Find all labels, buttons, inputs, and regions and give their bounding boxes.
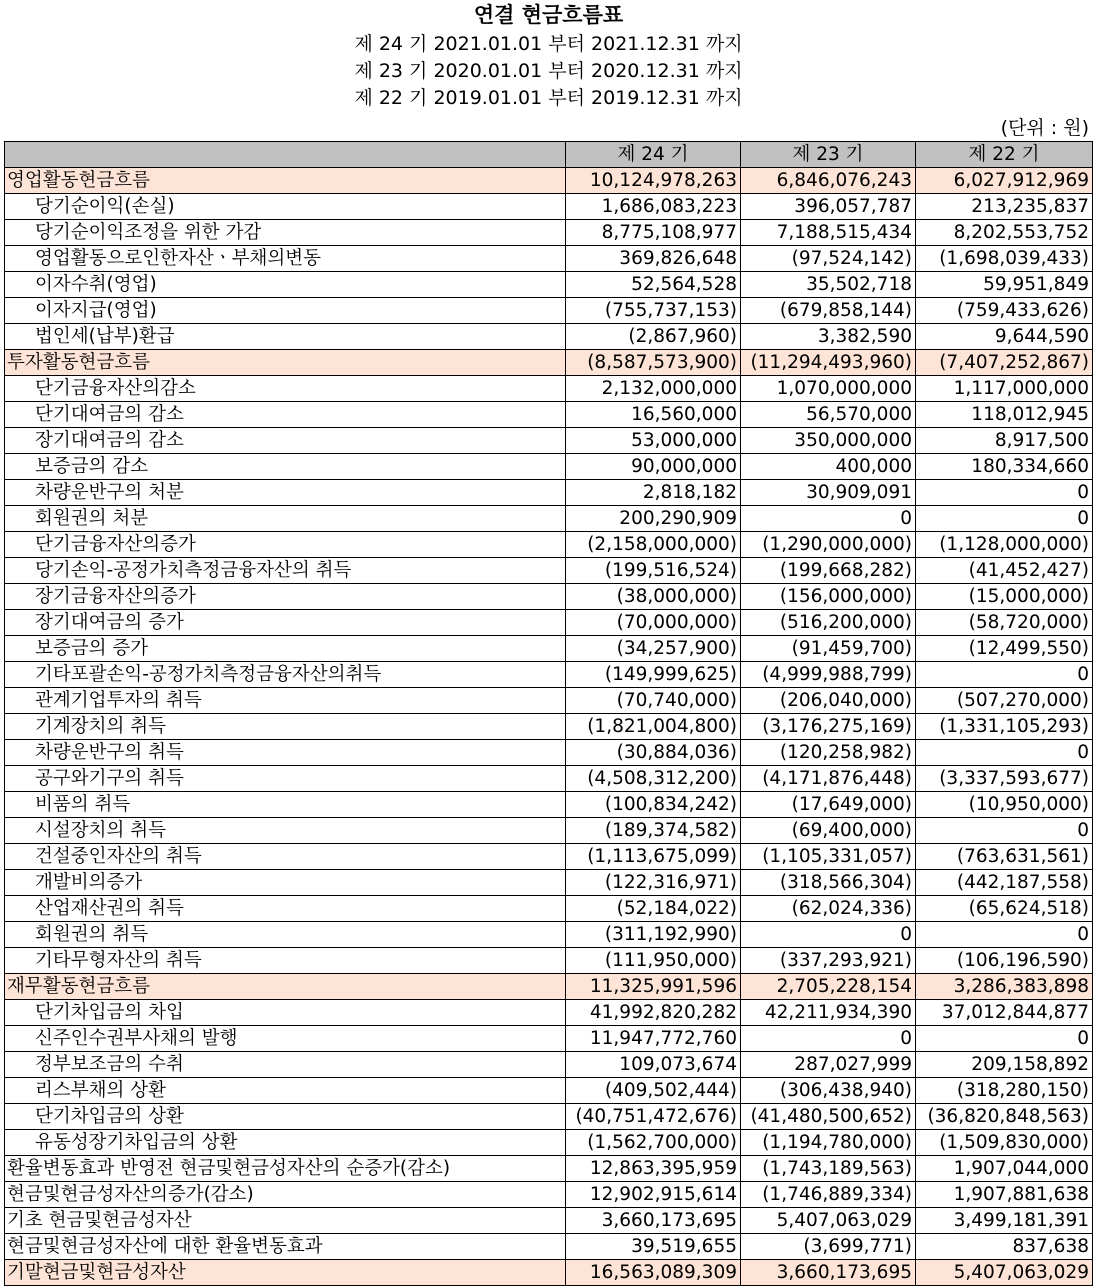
- value-cell: 30,909,091: [741, 480, 916, 506]
- row-label: 기계장치의 취득: [5, 714, 566, 740]
- value-cell: 1,117,000,000: [916, 376, 1093, 402]
- row-label: 회원권의 취득: [5, 922, 566, 948]
- value-cell: 12,863,395,959: [566, 1156, 741, 1182]
- value-cell: 39,519,655: [566, 1234, 741, 1260]
- table-row: [5, 220, 1093, 246]
- value-cell: 0: [916, 480, 1093, 506]
- value-cell: 10,124,978,263: [566, 168, 741, 194]
- value-cell: (30,884,036): [566, 740, 741, 766]
- value-cell: (679,858,144): [741, 298, 916, 324]
- row-label: 이자지급(영업): [5, 298, 566, 324]
- row-label: 법인세(납부)환급: [5, 324, 566, 350]
- unit-label: (단위 : 원): [1000, 117, 1089, 139]
- value-cell: 109,073,674: [566, 1052, 741, 1078]
- value-cell: 1,070,000,000: [741, 376, 916, 402]
- table-row: [5, 1000, 1093, 1026]
- section-total-row: [5, 168, 1093, 194]
- header-period-24: 제 24 기: [566, 142, 741, 168]
- table-row: [5, 662, 1093, 688]
- row-label: 산업재산권의 취득: [5, 896, 566, 922]
- row-label: 당기순이익(손실): [5, 194, 566, 220]
- value-cell: (120,258,982): [741, 740, 916, 766]
- value-cell: 2,818,182: [566, 480, 741, 506]
- value-cell: 53,000,000: [566, 428, 741, 454]
- value-cell: 90,000,000: [566, 454, 741, 480]
- row-label: 개발비의증가: [5, 870, 566, 896]
- row-label: 차량운반구의 처분: [5, 480, 566, 506]
- value-cell: (1,331,105,293): [916, 714, 1093, 740]
- value-cell: (1,509,830,000): [916, 1130, 1093, 1156]
- value-cell: (337,293,921): [741, 948, 916, 974]
- table-header-row: [5, 142, 1093, 168]
- value-cell: (17,649,000): [741, 792, 916, 818]
- value-cell: 52,564,528: [566, 272, 741, 298]
- value-cell: 8,202,553,752: [916, 220, 1093, 246]
- value-cell: 0: [916, 818, 1093, 844]
- value-cell: 7,188,515,434: [741, 220, 916, 246]
- row-label: 영업활동으로인한자산ㆍ부채의변동: [5, 246, 566, 272]
- value-cell: 180,334,660: [916, 454, 1093, 480]
- value-cell: 5,407,063,029: [916, 1260, 1093, 1286]
- row-label: 기타무형자산의 취득: [5, 948, 566, 974]
- value-cell: 6,027,912,969: [916, 168, 1093, 194]
- table-row: [5, 714, 1093, 740]
- value-cell: 12,902,915,614: [566, 1182, 741, 1208]
- value-cell: 6,846,076,243: [741, 168, 916, 194]
- value-cell: (1,746,889,334): [741, 1182, 916, 1208]
- row-label: 기초 현금및현금성자산: [5, 1208, 566, 1234]
- row-label: 차량운반구의 취득: [5, 740, 566, 766]
- value-cell: (206,040,000): [741, 688, 916, 714]
- row-label: 공구와기구의 취득: [5, 766, 566, 792]
- value-cell: 2,705,228,154: [741, 974, 916, 1000]
- value-cell: 0: [916, 740, 1093, 766]
- value-cell: (311,192,990): [566, 922, 741, 948]
- table-row: [5, 454, 1093, 480]
- value-cell: (69,400,000): [741, 818, 916, 844]
- document-title: 연결 현금흐름표: [473, 3, 624, 27]
- table-row: [5, 1182, 1093, 1208]
- row-label: 시설장치의 취득: [5, 818, 566, 844]
- value-cell: (199,516,524): [566, 558, 741, 584]
- header-period-23: 제 23 기: [741, 142, 916, 168]
- value-cell: (306,438,940): [741, 1078, 916, 1104]
- table-row: [5, 376, 1093, 402]
- value-cell: (189,374,582): [566, 818, 741, 844]
- value-cell: (34,257,900): [566, 636, 741, 662]
- value-cell: (1,290,000,000): [741, 532, 916, 558]
- value-cell: 3,660,173,695: [566, 1208, 741, 1234]
- value-cell: 0: [741, 506, 916, 532]
- value-cell: (1,194,780,000): [741, 1130, 916, 1156]
- value-cell: 8,775,108,977: [566, 220, 741, 246]
- row-label: 이자수취(영업): [5, 272, 566, 298]
- table-row: [5, 688, 1093, 714]
- value-cell: (41,452,427): [916, 558, 1093, 584]
- value-cell: 0: [741, 922, 916, 948]
- table-row: [5, 298, 1093, 324]
- row-label: 회원권의 처분: [5, 506, 566, 532]
- table-row: [5, 428, 1093, 454]
- value-cell: (38,000,000): [566, 584, 741, 610]
- row-label: 단기금융자산의감소: [5, 376, 566, 402]
- row-label: 단기차입금의 상환: [5, 1104, 566, 1130]
- section-total-row: [5, 1260, 1093, 1286]
- table-row: [5, 480, 1093, 506]
- table-row: [5, 870, 1093, 896]
- value-cell: (199,668,282): [741, 558, 916, 584]
- value-cell: 837,638: [916, 1234, 1093, 1260]
- value-cell: 369,826,648: [566, 246, 741, 272]
- value-cell: 1,907,881,638: [916, 1182, 1093, 1208]
- row-label: 투자활동현금흐름: [5, 350, 566, 376]
- table-row: [5, 272, 1093, 298]
- row-label: 재무활동현금흐름: [5, 974, 566, 1000]
- value-cell: 3,499,181,391: [916, 1208, 1093, 1234]
- header-period-22: 제 22 기: [916, 142, 1093, 168]
- value-cell: (62,024,336): [741, 896, 916, 922]
- value-cell: 1,907,044,000: [916, 1156, 1093, 1182]
- value-cell: 3,286,383,898: [916, 974, 1093, 1000]
- value-cell: (149,999,625): [566, 662, 741, 688]
- value-cell: (65,624,518): [916, 896, 1093, 922]
- value-cell: (97,524,142): [741, 246, 916, 272]
- value-cell: 0: [916, 506, 1093, 532]
- value-cell: (40,751,472,676): [566, 1104, 741, 1130]
- table-row: [5, 922, 1093, 948]
- value-cell: 9,644,590: [916, 324, 1093, 350]
- value-cell: (1,113,675,099): [566, 844, 741, 870]
- row-label: 건설중인자산의 취득: [5, 844, 566, 870]
- value-cell: 2,132,000,000: [566, 376, 741, 402]
- row-label: 당기순이익조정을 위한 가감: [5, 220, 566, 246]
- value-cell: (106,196,590): [916, 948, 1093, 974]
- table-row: [5, 1104, 1093, 1130]
- value-cell: (122,316,971): [566, 870, 741, 896]
- value-cell: 37,012,844,877: [916, 1000, 1093, 1026]
- table-row: [5, 636, 1093, 662]
- value-cell: 11,325,991,596: [566, 974, 741, 1000]
- value-cell: 16,560,000: [566, 402, 741, 428]
- table-row: [5, 896, 1093, 922]
- table-row: [5, 610, 1093, 636]
- row-label: 단기금융자산의증가: [5, 532, 566, 558]
- value-cell: (3,176,275,169): [741, 714, 916, 740]
- value-cell: (11,294,493,960): [741, 350, 916, 376]
- row-label: 리스부채의 상환: [5, 1078, 566, 1104]
- value-cell: (1,698,039,433): [916, 246, 1093, 272]
- row-label: 현금및현금성자산의증가(감소): [5, 1182, 566, 1208]
- value-cell: 0: [916, 922, 1093, 948]
- section-total-row: [5, 974, 1093, 1000]
- table-row: [5, 532, 1093, 558]
- row-label: 장기대여금의 증가: [5, 610, 566, 636]
- table-row: [5, 792, 1093, 818]
- table-row: [5, 402, 1093, 428]
- table-row: [5, 246, 1093, 272]
- row-label: 기타포괄손익-공정가치측정금융자산의취득: [5, 662, 566, 688]
- value-cell: 213,235,837: [916, 194, 1093, 220]
- value-cell: (409,502,444): [566, 1078, 741, 1104]
- row-label: 보증금의 증가: [5, 636, 566, 662]
- value-cell: (1,105,331,057): [741, 844, 916, 870]
- value-cell: (755,737,153): [566, 298, 741, 324]
- value-cell: (15,000,000): [916, 584, 1093, 610]
- value-cell: (763,631,561): [916, 844, 1093, 870]
- row-label: 장기금융자산의증가: [5, 584, 566, 610]
- table-row: [5, 194, 1093, 220]
- value-cell: 0: [916, 1026, 1093, 1052]
- value-cell: (156,000,000): [741, 584, 916, 610]
- value-cell: (7,407,252,867): [916, 350, 1093, 376]
- value-cell: 3,660,173,695: [741, 1260, 916, 1286]
- value-cell: 350,000,000: [741, 428, 916, 454]
- value-cell: (2,158,000,000): [566, 532, 741, 558]
- value-cell: (3,337,593,677): [916, 766, 1093, 792]
- value-cell: 200,290,909: [566, 506, 741, 532]
- table-row: [5, 948, 1093, 974]
- table-row: [5, 1208, 1093, 1234]
- row-label: 단기차입금의 차입: [5, 1000, 566, 1026]
- value-cell: 8,917,500: [916, 428, 1093, 454]
- table-row: [5, 1234, 1093, 1260]
- header-item: [5, 142, 566, 168]
- row-label: 유동성장기차입금의 상환: [5, 1130, 566, 1156]
- value-cell: (1,562,700,000): [566, 1130, 741, 1156]
- period-22: 제 22 기 2019.01.01 부터 2019.12.31 까지: [354, 87, 743, 109]
- table-row: [5, 558, 1093, 584]
- value-cell: (4,508,312,200): [566, 766, 741, 792]
- row-label: 환율변동효과 반영전 현금및현금성자산의 순증가(감소): [5, 1156, 566, 1182]
- table-row: [5, 844, 1093, 870]
- period-23: 제 23 기 2020.01.01 부터 2020.12.31 까지: [354, 60, 743, 82]
- value-cell: 56,570,000: [741, 402, 916, 428]
- value-cell: (10,950,000): [916, 792, 1093, 818]
- value-cell: 0: [741, 1026, 916, 1052]
- row-label: 관계기업투자의 취득: [5, 688, 566, 714]
- value-cell: 400,000: [741, 454, 916, 480]
- table-row: [5, 818, 1093, 844]
- row-label: 단기대여금의 감소: [5, 402, 566, 428]
- row-label: 당기손익-공정가치측정금융자산의 취득: [5, 558, 566, 584]
- table-row: [5, 1052, 1093, 1078]
- row-label: 신주인수권부사채의 발행: [5, 1026, 566, 1052]
- value-cell: (8,587,573,900): [566, 350, 741, 376]
- value-cell: (4,171,876,448): [741, 766, 916, 792]
- value-cell: 5,407,063,029: [741, 1208, 916, 1234]
- value-cell: (3,699,771): [741, 1234, 916, 1260]
- value-cell: (36,820,848,563): [916, 1104, 1093, 1130]
- value-cell: 209,158,892: [916, 1052, 1093, 1078]
- value-cell: (12,499,550): [916, 636, 1093, 662]
- value-cell: (58,720,000): [916, 610, 1093, 636]
- value-cell: (318,280,150): [916, 1078, 1093, 1104]
- value-cell: (1,821,004,800): [566, 714, 741, 740]
- table-row: [5, 324, 1093, 350]
- value-cell: 42,211,934,390: [741, 1000, 916, 1026]
- table-row: [5, 1130, 1093, 1156]
- value-cell: (516,200,000): [741, 610, 916, 636]
- value-cell: (41,480,500,652): [741, 1104, 916, 1130]
- value-cell: (507,270,000): [916, 688, 1093, 714]
- value-cell: 41,992,820,282: [566, 1000, 741, 1026]
- table-row: [5, 740, 1093, 766]
- row-label: 현금및현금성자산에 대한 환율변동효과: [5, 1234, 566, 1260]
- value-cell: (1,128,000,000): [916, 532, 1093, 558]
- value-cell: 287,027,999: [741, 1052, 916, 1078]
- value-cell: 1,686,083,223: [566, 194, 741, 220]
- value-cell: (52,184,022): [566, 896, 741, 922]
- row-label: 장기대여금의 감소: [5, 428, 566, 454]
- value-cell: 396,057,787: [741, 194, 916, 220]
- table-row: [5, 584, 1093, 610]
- table-row: [5, 1026, 1093, 1052]
- row-label: 기말현금및현금성자산: [5, 1260, 566, 1286]
- value-cell: (100,834,242): [566, 792, 741, 818]
- value-cell: (318,566,304): [741, 870, 916, 896]
- value-cell: (91,459,700): [741, 636, 916, 662]
- value-cell: 11,947,772,760: [566, 1026, 741, 1052]
- value-cell: 35,502,718: [741, 272, 916, 298]
- value-cell: (2,867,960): [566, 324, 741, 350]
- table-row: [5, 506, 1093, 532]
- section-total-row: [5, 350, 1093, 376]
- table-row: [5, 1156, 1093, 1182]
- value-cell: (70,000,000): [566, 610, 741, 636]
- value-cell: (4,999,988,799): [741, 662, 916, 688]
- row-label: 정부보조금의 수취: [5, 1052, 566, 1078]
- row-label: 비품의 취득: [5, 792, 566, 818]
- value-cell: 0: [916, 662, 1093, 688]
- value-cell: (442,187,558): [916, 870, 1093, 896]
- row-label: 보증금의 감소: [5, 454, 566, 480]
- value-cell: 118,012,945: [916, 402, 1093, 428]
- value-cell: 59,951,849: [916, 272, 1093, 298]
- cash-flow-table: [4, 141, 1093, 1286]
- value-cell: (111,950,000): [566, 948, 741, 974]
- value-cell: (1,743,189,563): [741, 1156, 916, 1182]
- value-cell: 16,563,089,309: [566, 1260, 741, 1286]
- table-row: [5, 766, 1093, 792]
- period-24: 제 24 기 2021.01.01 부터 2021.12.31 까지: [354, 33, 743, 55]
- value-cell: (759,433,626): [916, 298, 1093, 324]
- table-row: [5, 1078, 1093, 1104]
- value-cell: 3,382,590: [741, 324, 916, 350]
- value-cell: (70,740,000): [566, 688, 741, 714]
- row-label: 영업활동현금흐름: [5, 168, 566, 194]
